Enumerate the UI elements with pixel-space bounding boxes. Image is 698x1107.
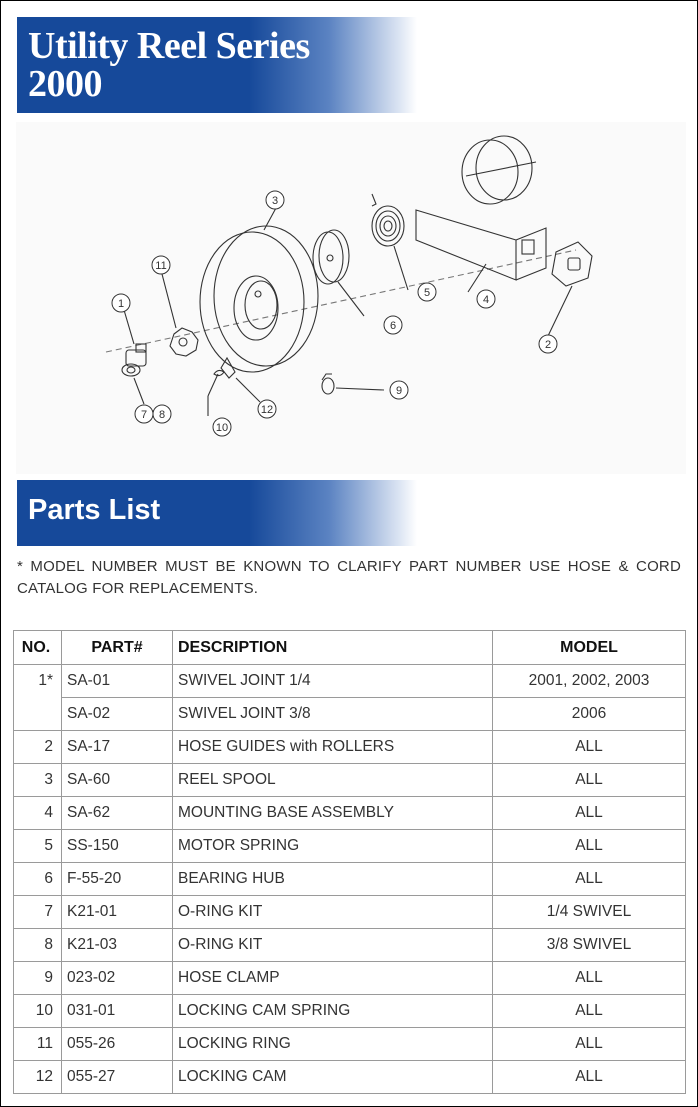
header-part: PART#: [62, 631, 173, 665]
callout-7: [135, 405, 153, 423]
svg-text:7: 7: [140, 409, 148, 421]
table-row: [14, 863, 686, 896]
row-description: O-RING KIT: [173, 896, 493, 929]
row-no: 12: [14, 1061, 62, 1094]
table-row: [14, 665, 686, 698]
table-row: [14, 962, 686, 995]
table-row: [14, 1061, 686, 1094]
row-description: SWIVEL JOINT 3/8: [173, 698, 493, 731]
row-model: ALL: [493, 731, 686, 764]
table-row: [14, 1028, 686, 1061]
callout-8: [153, 405, 171, 423]
table-row: [14, 830, 686, 863]
callout-2: [539, 335, 557, 353]
svg-text:9: 9: [395, 385, 403, 397]
row-description: MOUNTING BASE ASSEMBLY: [173, 797, 493, 830]
callout-12: [258, 400, 276, 418]
row-model: ALL: [493, 797, 686, 830]
row-no: 9: [14, 962, 62, 995]
row-model: ALL: [493, 1028, 686, 1061]
row-no: 7: [14, 896, 62, 929]
header-no: NO.: [14, 631, 62, 665]
header-description: DESCRIPTION: [173, 631, 493, 665]
exploded-parts-diagram: [16, 122, 686, 474]
svg-text:4: 4: [482, 294, 490, 306]
row-description: O-RING KIT: [173, 929, 493, 962]
title-banner: [17, 17, 417, 113]
parts-list-banner: [17, 480, 417, 546]
table-row: [14, 731, 686, 764]
row-part: K21-01: [62, 896, 173, 929]
row-part: 023-02: [62, 962, 173, 995]
callout-3: [266, 191, 284, 209]
table-row: [14, 995, 686, 1028]
row-part: SA-62: [62, 797, 173, 830]
row-part: SA-02: [62, 698, 173, 731]
callout-9: [390, 381, 408, 399]
row-part: F-55-20: [62, 863, 173, 896]
row-model: ALL: [493, 995, 686, 1028]
row-model: 3/8 SWIVEL: [493, 929, 686, 962]
row-part: 055-26: [62, 1028, 173, 1061]
row-description: REEL SPOOL: [173, 764, 493, 797]
table-row: [14, 797, 686, 830]
table-row: [14, 698, 686, 731]
row-description: LOCKING CAM SPRING: [173, 995, 493, 1028]
svg-text:8: 8: [158, 409, 166, 421]
table-row: [14, 929, 686, 962]
svg-text:1: 1: [117, 298, 125, 310]
row-description: LOCKING CAM: [173, 1061, 493, 1094]
row-description: SWIVEL JOINT 1/4: [173, 665, 493, 698]
table-row: [14, 764, 686, 797]
callout-10: [213, 418, 231, 436]
row-no: 3: [14, 764, 62, 797]
row-part: SS-150: [62, 830, 173, 863]
row-no: 5: [14, 830, 62, 863]
svg-text:11: 11: [155, 260, 167, 272]
row-part: SA-17: [62, 731, 173, 764]
callout-4: [477, 290, 495, 308]
callout-1: [112, 294, 130, 312]
model-number-note: * MODEL NUMBER MUST BE KNOWN TO CLARIFY PART NUMBER USE HOSE & CORD CATALOG FOR REPLACEMENTS.: [17, 558, 681, 597]
svg-text:2: 2: [544, 339, 552, 351]
header-model: MODEL: [493, 631, 686, 665]
callout-11: [152, 256, 170, 274]
row-description: HOSE CLAMP: [173, 962, 493, 995]
row-model: 2001, 2002, 2003: [493, 665, 686, 698]
row-no: 11: [14, 1028, 62, 1061]
row-model: ALL: [493, 1061, 686, 1094]
row-model: ALL: [493, 863, 686, 896]
row-no: 6: [14, 863, 62, 896]
parts-table: [13, 630, 686, 1094]
row-description: HOSE GUIDES with ROLLERS: [173, 731, 493, 764]
svg-text:5: 5: [423, 287, 431, 299]
page-title: Utility Reel Series 2000: [28, 25, 310, 105]
row-model: ALL: [493, 764, 686, 797]
table-row: [14, 896, 686, 929]
callout-5: [418, 283, 436, 301]
svg-text:3: 3: [271, 195, 279, 207]
svg-text:10: 10: [215, 422, 229, 434]
row-part: SA-60: [62, 764, 173, 797]
callout-6: [384, 316, 402, 334]
row-no: 4: [14, 797, 62, 830]
row-part: SA-01: [62, 665, 173, 698]
row-part: K21-03: [62, 929, 173, 962]
row-model: 2006: [493, 698, 686, 731]
row-no: 1*: [14, 665, 62, 731]
row-description: MOTOR SPRING: [173, 830, 493, 863]
row-no: 10: [14, 995, 62, 1028]
svg-text:12: 12: [260, 404, 274, 416]
row-no: 8: [14, 929, 62, 962]
parts-list-title: Parts List: [28, 494, 161, 526]
row-model: 1/4 SWIVEL: [493, 896, 686, 929]
row-description: BEARING HUB: [173, 863, 493, 896]
row-model: ALL: [493, 962, 686, 995]
row-part: 031-01: [62, 995, 173, 1028]
row-no: 2: [14, 731, 62, 764]
row-description: LOCKING RING: [173, 1028, 493, 1061]
svg-text:6: 6: [389, 320, 397, 332]
table-header-row: [14, 631, 686, 665]
row-model: ALL: [493, 830, 686, 863]
row-part: 055-27: [62, 1061, 173, 1094]
